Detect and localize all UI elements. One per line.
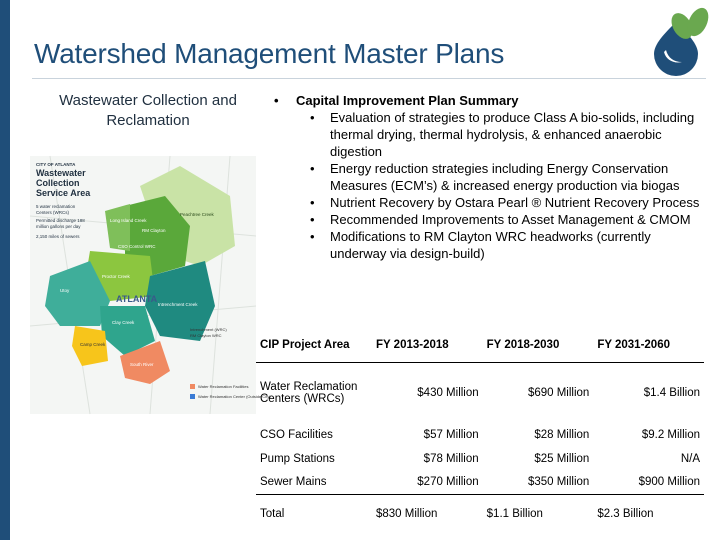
map-label-utoy: Utoy — [60, 288, 70, 293]
list-item: • Recommended Improvements to Asset Management & CMOM — [310, 212, 691, 227]
table-cell: N/A — [680, 452, 700, 465]
map-label-south-river: South River — [130, 362, 154, 367]
table-row — [256, 423, 704, 447]
table-cell: $690 Million — [527, 386, 590, 399]
map-stat: 2,150 miles of sewers — [36, 234, 80, 239]
table-header-row — [256, 328, 704, 363]
map-label-clay-creek: Clay Creek — [112, 320, 135, 325]
map-label-intrenchment-wrc: Intrenchment (WRC) — [190, 327, 227, 332]
table-row — [256, 363, 704, 423]
table-cell: $25 Million — [534, 452, 590, 465]
table-cell: Sewer Mains — [260, 476, 327, 489]
map-stat: 5 water reclamation — [36, 204, 76, 209]
list-item: • Nutrient Recovery by Ostara Pearl ® Nutrient Recovery Process — [310, 195, 700, 210]
page-title: Watershed Management Master Plans — [34, 38, 505, 69]
table-cell: Water Reclamation Centers (WRCs) — [260, 380, 358, 405]
bullet-icon: • — [310, 212, 315, 227]
table-total-row — [256, 495, 704, 534]
map-title-line: CITY OF ATLANTA — [36, 162, 76, 167]
table-cell: $350 Million — [527, 476, 590, 489]
map-legend-item: Water Reclamation Facilities — [198, 384, 249, 389]
table-cell: $57 Million — [423, 428, 479, 441]
table-header: FY 2031-2060 — [593, 328, 704, 363]
map-title-line: Collection — [36, 178, 80, 188]
list-item: • Modifications to RM Clayton WRC headworks (currently underway via design-build) — [310, 229, 651, 261]
map-label-peachtree: Peachtree Creek — [180, 212, 214, 217]
map-legend-item: Water Reclamation Center (Outside City) — [198, 394, 271, 399]
table-cell: $270 Million — [417, 476, 479, 489]
table-cell: $2.3 Billion — [593, 495, 704, 534]
table-cell: $830 Million — [372, 495, 483, 534]
table-cell: $9.2 Million — [641, 428, 700, 441]
list-item: • Evaluation of strategies to produce Class A bio-solids, including thermal drying, thermal hydrolysis, & enhanced anaerobic digestion — [310, 110, 695, 159]
table-cell: Pump Stations — [260, 452, 335, 465]
leaf-drop-logo-icon — [646, 4, 716, 74]
list-item: • Energy reduction strategies including Energy Conservation Measures (ECM’s) & increased energy production via biogas — [310, 161, 680, 193]
table-header: CIP Project Area — [256, 328, 372, 363]
map-label-clayton: RM Clayton — [142, 228, 166, 233]
map-label-long-island: Long Island Creek — [110, 218, 147, 223]
table-cell: Total — [256, 495, 372, 534]
title-divider — [32, 78, 706, 79]
map-label-cso: CSO Control WRC — [118, 244, 156, 249]
table-header: FY 2018-2030 — [483, 328, 594, 363]
left-subtitle: Wastewater Collection and Reclamation — [59, 92, 237, 129]
map-stat: million gallons per day — [36, 224, 81, 229]
table-cell: $28 Million — [534, 428, 590, 441]
map-stat: Centers (WRCs) — [36, 210, 70, 215]
service-area-map — [30, 156, 271, 414]
bullet-icon: • — [310, 229, 315, 244]
cip-summary — [274, 92, 704, 262]
bullet-icon: • — [310, 195, 315, 210]
bullet-icon: • — [310, 110, 315, 125]
map-label-clayton-wrc: RM Clayton WRC — [190, 333, 222, 338]
map-label-camp-creek: Camp Creek — [80, 342, 106, 347]
table-cell: $1.4 Billion — [643, 386, 700, 399]
bullet-icon: • — [274, 93, 279, 108]
map-title-line: Service Area — [36, 188, 91, 198]
table-cell: $78 Million — [423, 452, 479, 465]
left-accent-bar — [0, 0, 10, 540]
map-title-line: Wastewater — [36, 168, 86, 178]
map-label-atlanta: ATLANTA — [116, 294, 158, 304]
table-header: FY 2013-2018 — [372, 328, 483, 363]
table-row — [256, 471, 704, 495]
map-stat: Permitted discharge 188 — [36, 218, 85, 223]
map-label-proctor: Proctor Creek — [102, 274, 130, 279]
table-cell: $430 Million — [417, 386, 479, 399]
table-row — [256, 447, 704, 471]
bullet-icon: • — [310, 161, 315, 176]
cip-heading: Capital Improvement Plan Summary — [296, 93, 519, 108]
cip-list — [274, 109, 704, 262]
table-cell: $1.1 Billion — [483, 495, 594, 534]
cip-cost-table — [256, 328, 704, 533]
table-cell: CSO Facilities — [260, 428, 333, 441]
table-cell: $900 Million — [638, 476, 700, 489]
map-label-intrenchment: Intrenchment Creek — [158, 302, 198, 307]
